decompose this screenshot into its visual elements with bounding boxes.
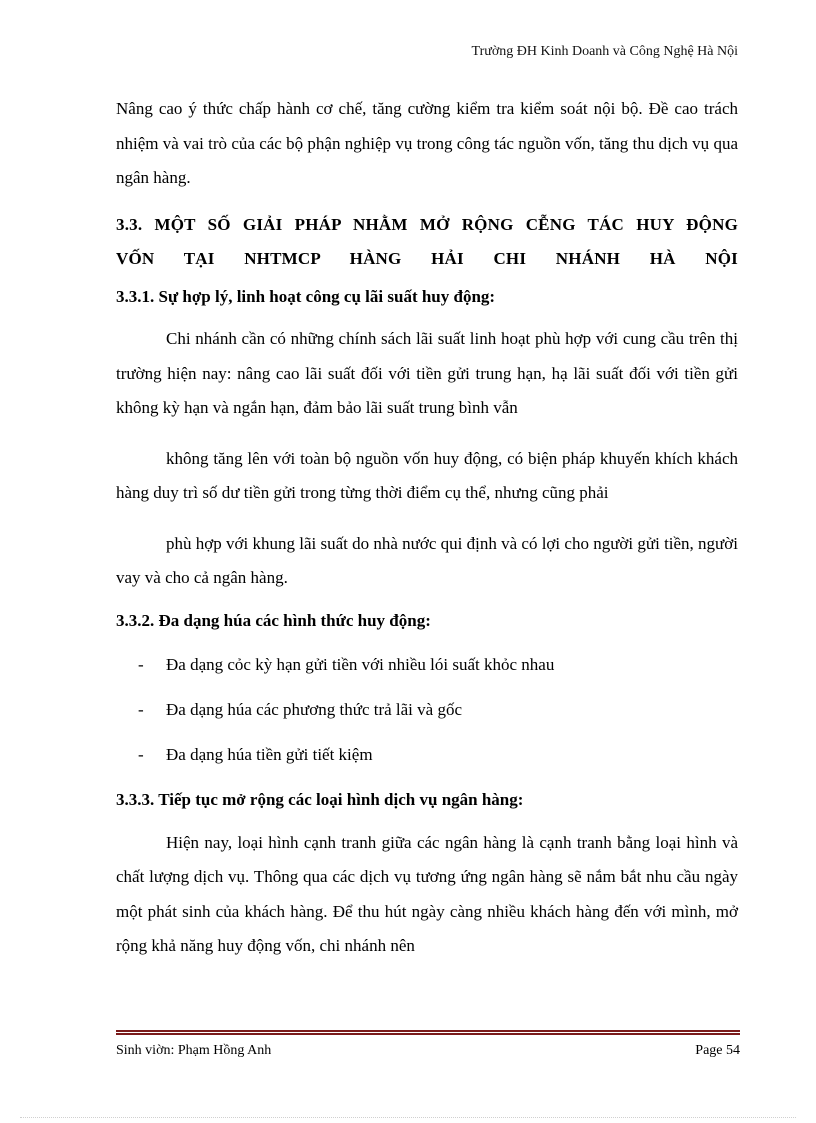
paragraph-interest-2: không tăng lên với toàn bộ nguồn vốn huy động, có biện pháp khuyến khích khách hàng duy trì số dư tiền gửi trong từng thời điểm cụ thể, nhưng cũng phải	[116, 448, 738, 502]
subsection-heading-3-3-3: 3.3.3. Tiếp tục mở rộng các loại hình dịch vụ ngân hàng:	[116, 790, 524, 809]
paragraph-interest-1: Chi nhánh cần có những chính sách lãi suất linh hoạt phù hợp với cung cầu trên thị trường hiện nay: nâng cao lãi suất đối với tiền gửi trung hạn, hạ lãi suất đối với tiền gửi không kỳ hạn và ngắn hạn, đảm bảo lãi suất trung bình vẫn	[116, 329, 738, 417]
page-header: Trường ĐH Kinh Doanh và Công Nghệ Hà Nội	[471, 44, 738, 59]
subsection-heading-3-3-2: 3.3.2. Đa dạng húa các hình thức huy động:	[116, 610, 431, 630]
paragraph-services: Hiện nay, loại hình cạnh tranh giữa các ngân hàng là cạnh tranh bằng loại hình và chất lượng dịch vụ. Thông qua các dịch vụ tương ứng ngân hàng sẽ nắm bắt nhu cầu ngày một phát sinh của khách hàng. Để thu hút ngày càng nhiều khách hàng đến với mình, mở rộng khả năng huy động vốn, chi nhánh nên	[116, 832, 738, 955]
document-body	[116, 92, 738, 964]
page-number: Page 54	[695, 1043, 740, 1058]
list-item: - Đa dạng húa tiền gửi tiết kiệm	[116, 732, 738, 777]
footer-divider	[116, 1030, 740, 1032]
paragraph-interest-3: phù hợp với khung lãi suất do nhà nước qui định và có lợi cho người gửi tiền, người vay và cho cả ngân hàng.	[116, 533, 738, 587]
page-edge-divider	[20, 1117, 796, 1118]
bullet-dash: -	[138, 700, 144, 719]
bullet-dash: -	[138, 655, 144, 674]
intro-paragraph: Nâng cao ý thức chấp hành cơ chế, tăng cường kiểm tra kiểm soát nội bộ. Đề cao trách nhiệm và vai trò của các bộ phận nghiệp vụ trong công tác nguồn vốn, tăng thu dịch vụ qua ngân hàng.	[116, 99, 738, 187]
footer-student: Sinh viờn: Phạm Hồng Anh	[116, 1043, 272, 1058]
section-title-line-2: VỐN TẠI NHTMCP HÀNG HẢI CHI NHÁNH HÀ NỘI	[116, 248, 738, 268]
list-item: - Đa dạng húa các phương thức trả lãi và gốc	[116, 687, 738, 732]
section-title-line-1: 3.3. MỘT SỐ GIẢI PHÁP NHẰM MỞ RỘNG CỄNG TÁC HUY ĐỘNG	[116, 214, 738, 234]
subsection-heading-3-3-1: 3.3.1. Sự hợp lý, linh hoạt công cụ lãi suất huy động:	[116, 286, 496, 306]
bullet-dash: -	[138, 745, 144, 764]
bullet-list	[116, 642, 738, 777]
list-item: - Đa dạng cỏc kỳ hạn gửi tiền với nhiều lói suất khỏc nhau	[116, 642, 738, 687]
